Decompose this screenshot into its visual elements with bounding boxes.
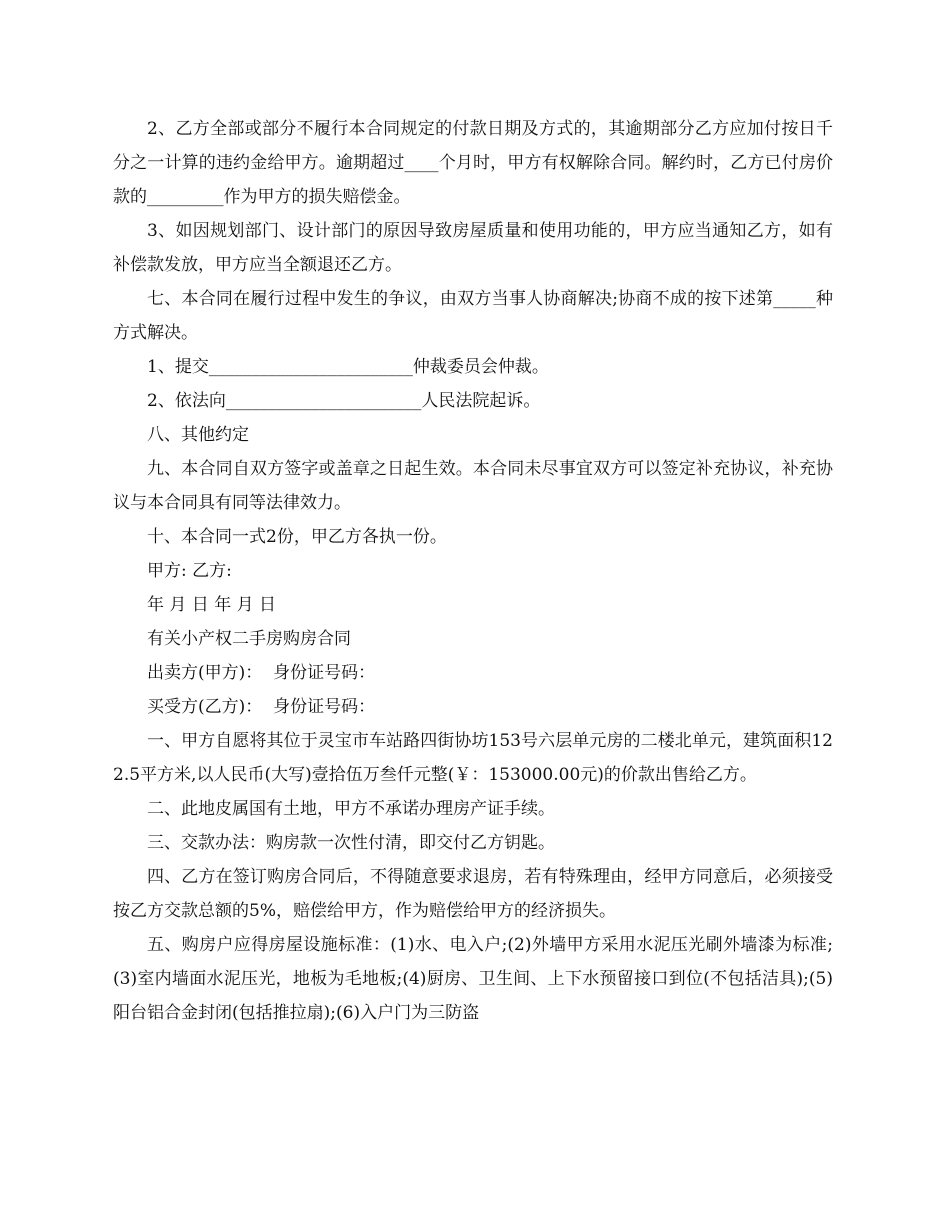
- clause-dispute-resolution: 七、本合同在履行过程中发生的争议，由双方当事人协商解决;协商不成的按下述第_____种方式解决。: [113, 289, 833, 343]
- option-court: 2、依法向_______________________人民法院起诉。: [147, 391, 541, 411]
- clause-no-return: 四、乙方在签订购房合同后，不得随意要求退房，若有特殊理由，经甲方同意后，必须接受按乙方交款总额的5%，赔偿给甲方，作为赔偿给甲方的经济损失。: [113, 867, 833, 921]
- signature-parties: 甲方: 乙方:: [147, 561, 232, 581]
- signature-dates: 年 月 日 年 月 日: [147, 595, 277, 615]
- clause-land-status: 二、此地皮属国有土地，甲方不承诺办理房产证手续。: [147, 799, 555, 819]
- clause-late-payment: 2、乙方全部或部分不履行本合同规定的付款日期及方式的，其逾期部分乙方应加付按日千分之一计算的违约金给甲方。逾期超过____个月时，甲方有权解除合同。解约时，乙方已付房价款的_________作为甲方的损失赔偿金。: [113, 119, 833, 207]
- buyer-line: 买受方(乙方)： 身份证号码：: [147, 697, 376, 717]
- clause-property-sale: 一、甲方自愿将其位于灵宝市车站路四街协坊153号六层单元房的二楼北单元，建筑面积122.5平方米,以人民币(大写)壹拾伍万叁仟元整(￥：153000.00元)的价款出售给乙方。: [113, 731, 833, 785]
- document-body: [113, 112, 833, 1030]
- clause-effectiveness: 九、本合同自双方签字或盖章之日起生效。本合同未尽事宜双方可以签定补充协议，补充协议与本合同具有同等法律效力。: [113, 459, 833, 513]
- clause-copies: 十、本合同一式2份，甲乙方各执一份。: [147, 527, 447, 547]
- seller-line: 出卖方(甲方)： 身份证号码：: [147, 663, 376, 683]
- contract-title: 有关小产权二手房购房合同: [147, 629, 351, 649]
- clause-other-agreements: 八、其他约定: [147, 425, 249, 445]
- clause-planning-compensation: 3、如因规划部门、设计部门的原因导致房屋质量和使用功能的，甲方应当通知乙方，如有补偿款发放，甲方应当全额退还乙方。: [113, 221, 833, 275]
- option-arbitration: 1、提交________________________仲裁委员会仲裁。: [147, 357, 549, 377]
- clause-facility-standards: 五、购房户应得房屋设施标准：(1)水、电入户;(2)外墙甲方采用水泥压光刷外墙漆为标准;(3)室内墙面水泥压光，地板为毛地板;(4)厨房、卫生间、上下水预留接口到位(不包括洁具);(5)阳台铝合金封闭(包括推拉扇);(6)入户门为三防盗: [113, 935, 833, 1023]
- clause-payment-method: 三、交款办法：购房款一次性付清，即交付乙方钥匙。: [147, 833, 555, 853]
